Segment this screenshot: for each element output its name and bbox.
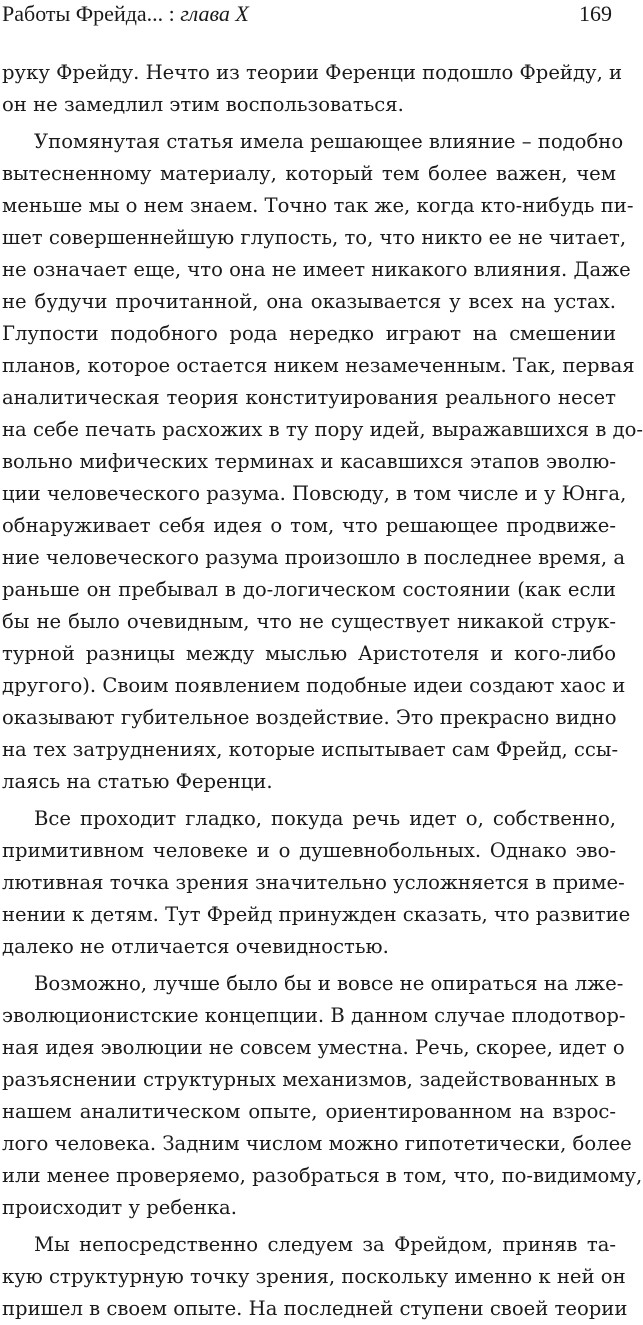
text-line: лютивная точка зрения значительно усложняется в приме- <box>2 871 625 894</box>
running-title-text: Работы Фрейда... : <box>2 1 181 26</box>
text-line: оказывают губительное воздействие. Это прекрасно видно <box>2 706 617 729</box>
text-line: эволюционистские концепции. В данном случае плодотвор- <box>2 1004 626 1027</box>
body-text <box>2 57 643 1325</box>
text-line: не будучи прочитанной, она оказывается у всех на устах. <box>2 290 616 313</box>
text-line: другого). Своим появлением подобные идеи создают хаос и <box>2 674 626 697</box>
text-line: аналитическая теория конституирования реального несет <box>2 386 616 409</box>
text-line: вытесненному материалу, который тем более важен, чем <box>2 162 616 185</box>
text-line: Все проходит гладко, покуда речь идет о, собственно, <box>34 807 616 830</box>
text-line: он не замедлил этим воспользоваться. <box>2 93 404 116</box>
page-number: 169 <box>579 1 612 26</box>
text-line: руку Фрейду. Нечто из теории Ференци подошло Фрейду, и <box>2 61 623 84</box>
text-line: нении к детям. Тут Фрейд принужден сказать, что развитие <box>2 903 631 926</box>
text-line: происходит у ребенка. <box>2 1196 237 1219</box>
text-line: ная идея эволюции не совсем уместна. Речь, скорее, идет о <box>2 1036 625 1059</box>
text-line: бы не было очевидным, что не существует никакой струк- <box>2 610 616 633</box>
text-line: Возможно, лучше было бы и вовсе не опираться на лже- <box>34 972 624 995</box>
chapter-label: глава X <box>180 1 249 26</box>
text-line: ние человеческого разума произошло в последнее время, а <box>2 546 626 569</box>
text-line: ции человеческого разума. Повсюду, в том числе и у Юнга, <box>2 482 627 505</box>
text-line: на тех затруднениях, которые испытывает сам Фрейд, ссы- <box>2 738 619 761</box>
paragraph <box>2 803 631 963</box>
paragraph <box>2 1229 628 1325</box>
text-line: планов, которое остается никем незамеченным. Так, первая <box>2 354 635 377</box>
text-line: Мы непосредственно следуем за Фрейдом, приняв та- <box>34 1233 616 1256</box>
text-line: лаясь на статью Ференци. <box>2 770 273 793</box>
text-line: разъяснении структурных механизмов, задействованных в <box>2 1068 616 1091</box>
paragraph <box>2 57 623 121</box>
text-line: Глупости подобного рода нередко играют на смешении <box>2 322 616 345</box>
text-line: или менее проверяемо, разобраться в том, что, по-видимому, <box>2 1164 643 1187</box>
paragraph <box>2 126 643 798</box>
text-line: Упомянутая статья имела решающее влияние – подобно <box>34 130 624 153</box>
text-line: далеко не отличается очевидностью. <box>2 935 389 958</box>
running-title <box>2 0 249 28</box>
text-line: примитивном человеке и о душевнобольных. Однако эво- <box>2 839 616 862</box>
text-line: кую структурную точку зрения, поскольку именно к ней он <box>2 1265 626 1288</box>
text-line: шет совершеннейшую глупость, то, что никто ее не читает, <box>2 226 627 249</box>
text-line: лого человека. Задним числом можно гипотетически, более <box>2 1132 632 1155</box>
text-line: нашем аналитическом опыте, ориентированном на взрос- <box>2 1100 616 1123</box>
text-line: раньше он пребывал в до-логическом состоянии (как если <box>2 578 616 601</box>
running-header <box>0 0 620 40</box>
paragraph <box>2 968 643 1224</box>
text-line: обнаруживает себя идея о том, что решающее продвиже- <box>2 514 616 537</box>
text-line: турной разницы между мыслью Аристотеля и кого-либо <box>2 642 616 665</box>
text-line: пришел в своем опыте. На последней ступени своей теории <box>2 1297 628 1320</box>
text-line: вольно мифических терминах и касавшихся этапов эволю- <box>2 450 616 473</box>
text-line: меньше мы о нем знаем. Точно так же, когда кто-нибудь пи- <box>2 194 634 217</box>
text-line: не означает еще, что она не имеет никакого влияния. Даже <box>2 258 631 281</box>
text-line: на себе печать расхожих в ту пору идей, выражавшихся в до- <box>2 418 643 441</box>
